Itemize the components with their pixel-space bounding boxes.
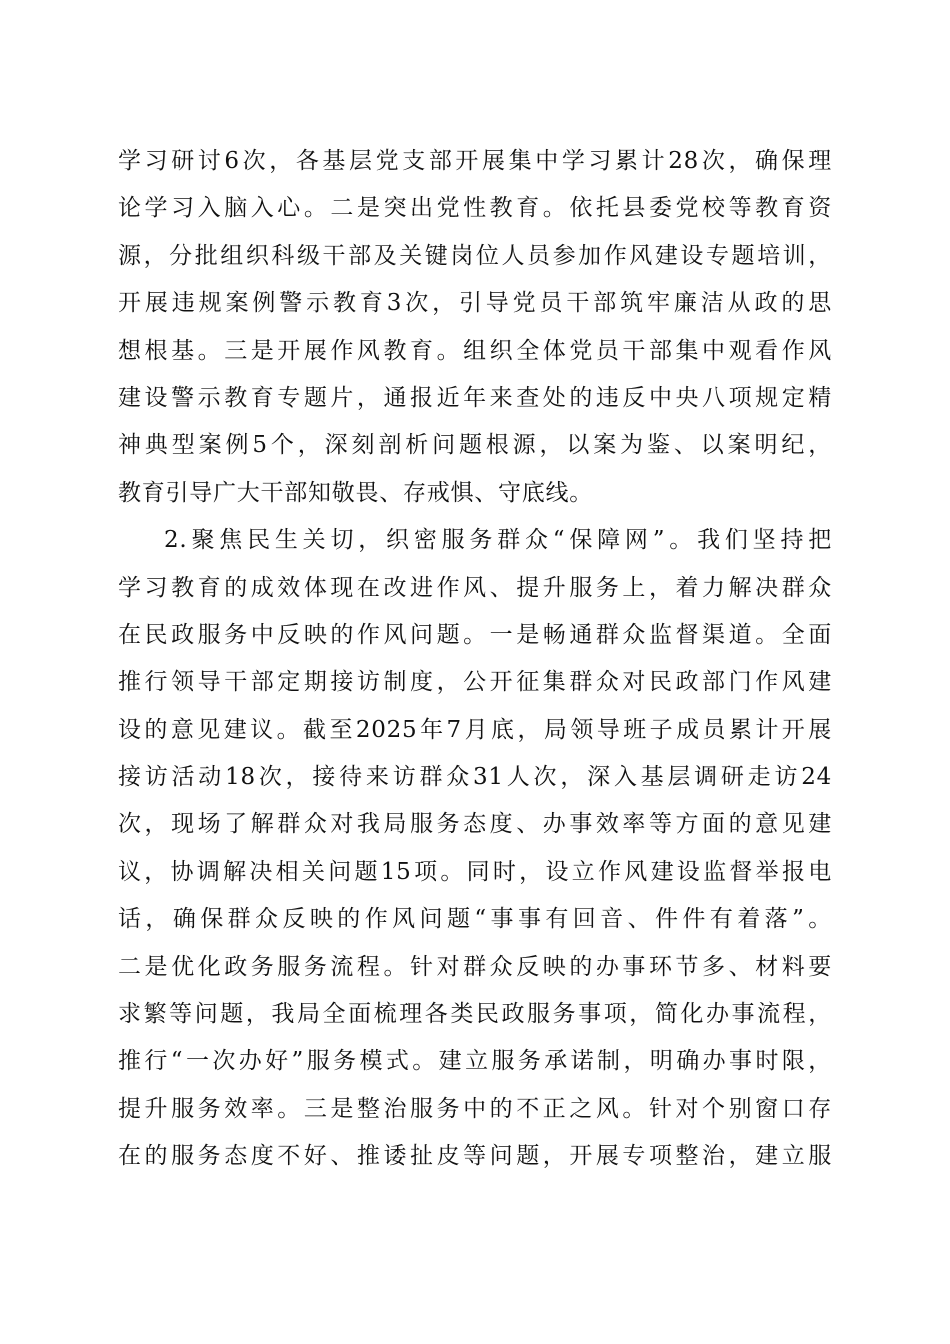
paragraph-heading-line: 2.聚焦民生关切，织密服务群众“保障网”。我们坚持把 — [164, 527, 832, 554]
text-line: 想根基。三是开展作风教育。组织全体党员干部集中观看作风 — [118, 337, 832, 364]
text-line: 求繁等问题，我局全面梳理各类民政服务事项，简化办事流程， — [118, 1001, 832, 1028]
text-line: 在民政服务中反映的作风问题。一是畅通群众监督渠道。全面 — [118, 621, 832, 648]
text-line: 二是优化政务服务流程。针对群众反映的办事环节多、材料要 — [118, 953, 832, 980]
text-line: 接访活动18次，接待来访群众31人次，深入基层调研走访24 — [118, 764, 832, 791]
text-line: 开展违规案例警示教育3次，引导党员干部筑牢廉洁从政的思 — [118, 290, 832, 317]
text-line: 源，分批组织科级干部及关键岗位人员参加作风建设专题培训， — [118, 242, 832, 269]
text-line: 推行“一次办好”服务模式。建立服务承诺制，明确办事时限， — [118, 1048, 832, 1075]
text-line: 学习研讨6次，各基层党支部开展集中学习累计28次，确保理 — [118, 148, 832, 174]
text-line: 学习教育的成效体现在改进作风、提升服务上，着力解决群众 — [118, 574, 832, 601]
text-line: 议，协调解决相关问题15项。同时，设立作风建设监督举报电 — [118, 858, 832, 885]
text-line: 次，现场了解群众对我局服务态度、办事效率等方面的意见建 — [118, 811, 832, 838]
text-line: 神典型案例5个，深刻剖析问题根源，以案为鉴、以案明纪， — [118, 432, 832, 459]
text-line: 在的服务态度不好、推诿扯皮等问题，开展专项整治，建立服 — [118, 1143, 832, 1170]
text-line: 论学习入脑入心。二是突出党性教育。依托县委党校等教育资 — [118, 195, 832, 222]
text-line: 推行领导干部定期接访制度，公开征集群众对民政部门作风建 — [118, 669, 832, 696]
text-line: 话，确保群众反映的作风问题“事事有回音、件件有着落”。 — [118, 906, 832, 933]
document-body — [118, 138, 832, 1181]
text-line: 设的意见建议。截至2025年7月底，局领导班子成员累计开展 — [118, 716, 832, 743]
text-line: 建设警示教育专题片，通报近年来查处的违反中央八项规定精 — [118, 384, 832, 411]
text-line: 提升服务效率。三是整治服务中的不正之风。针对个别窗口存 — [118, 1095, 832, 1122]
text-line: 教育引导广大干部知敬畏、存戒惧、守底线。 — [118, 479, 593, 506]
